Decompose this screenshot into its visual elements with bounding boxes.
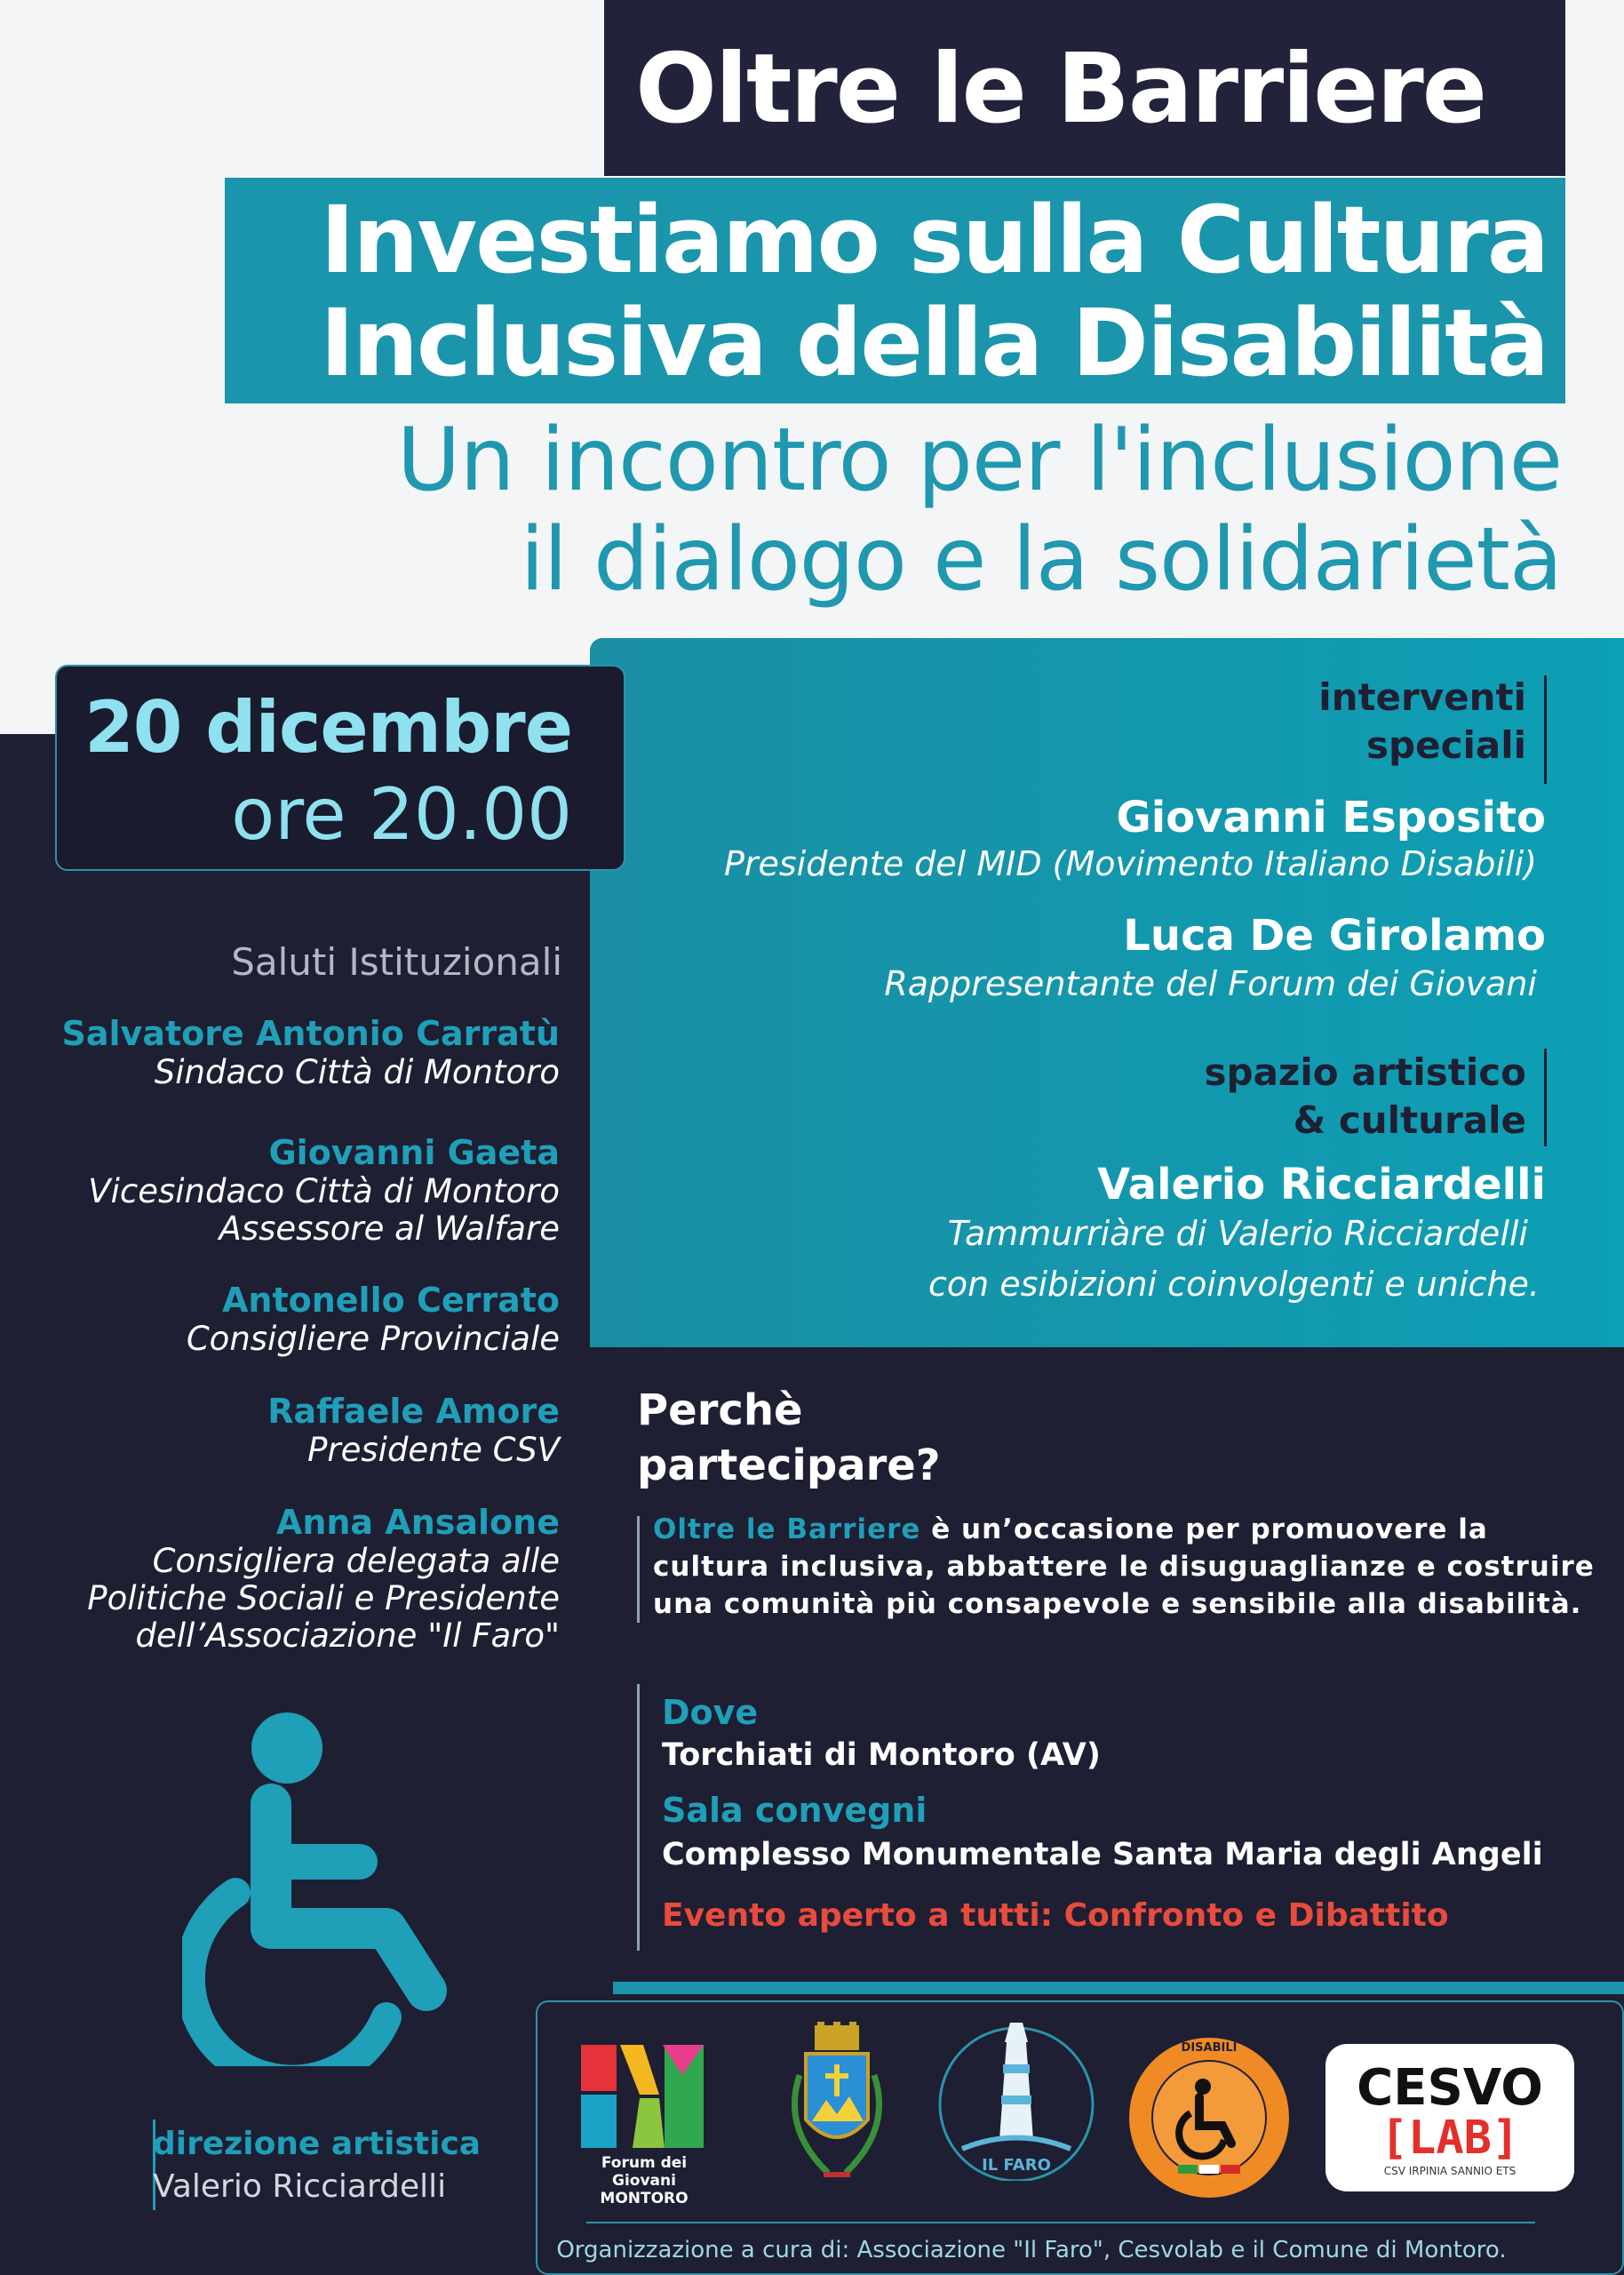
coat-of-arms-icon	[775, 2022, 899, 2199]
mid-logo	[1126, 2035, 1292, 2200]
date-box	[55, 665, 625, 871]
subtitle	[224, 188, 1548, 395]
why-heading: Perchè partecipare?	[637, 1385, 941, 1490]
saluti-person	[62, 1013, 560, 1091]
spazio-heading-line1: spazio artistico	[1204, 1050, 1526, 1094]
person-role: Presidente CSV	[307, 1431, 560, 1469]
divider-teal	[613, 1982, 1624, 1994]
subtitle-line1: Investiamo sulla Cultura	[320, 186, 1548, 294]
interventi-heading-line2: speciali	[1366, 723, 1526, 767]
person-name: Antonello Cerrato	[222, 1281, 560, 1320]
person-role: Consigliera delegata alle	[152, 1542, 560, 1580]
dove-label: Dove	[662, 1693, 759, 1732]
spazio-bar	[1544, 1049, 1547, 1146]
forum-logo-text	[569, 2154, 720, 2207]
dove-value: Torchiati di Montoro (AV)	[662, 1737, 1101, 1773]
tagline-line1: Un incontro per l'inclusione	[396, 410, 1562, 511]
why-bar	[637, 1516, 640, 1623]
person-name: Raffaele Amore	[267, 1392, 560, 1431]
forum-logo-line2: MONTORO	[600, 2190, 689, 2207]
artist-role: con esibizioni coinvolgenti e uniche.	[927, 1265, 1540, 1304]
sala-value: Complesso Monumentale Santa Maria degli Angeli	[662, 1837, 1543, 1872]
title-banner	[604, 0, 1565, 176]
speaker-name: Luca De Girolamo	[1123, 911, 1546, 961]
forum-giovani-logo	[577, 2040, 711, 2155]
tagline-line2: il dialogo e la solidarietà	[520, 509, 1562, 611]
direzione-name: Valerio Ricciardelli	[153, 2168, 447, 2205]
tagline	[52, 411, 1562, 610]
person-role: Consigliere Provinciale	[186, 1320, 560, 1358]
saluti-person	[267, 1391, 560, 1469]
direzione-label	[153, 2126, 481, 2162]
artist-name: Valerio Ricciardelli	[1097, 1160, 1546, 1209]
footer-divider	[586, 2222, 1535, 2223]
page-title: Oltre le Barriere	[635, 34, 1485, 145]
why-text	[653, 1511, 1604, 1623]
cesvolab-logo	[1325, 2044, 1574, 2191]
saluti-person	[88, 1132, 560, 1248]
speaker-role: Rappresentante del Forum dei Giovani	[884, 964, 1537, 1003]
open-event: Evento aperto a tutti: Confronto e Dibattito	[662, 1897, 1449, 1934]
sala-label: Sala convegni	[662, 1791, 927, 1830]
why-highlight: Oltre le Barriere	[653, 1513, 921, 1545]
interventi-heading	[1318, 674, 1526, 770]
event-time: ore 20.00	[231, 773, 572, 856]
cesvo-lab: [LAB]	[1380, 2111, 1520, 2165]
interventi-heading-line1: interventi	[1318, 675, 1526, 719]
person-name: Salvatore Antonio Carratù	[61, 1014, 560, 1053]
person-role: Assessore al Walfare	[219, 1209, 560, 1248]
faro-logo-text: IL FARO	[982, 2156, 1051, 2175]
forum-logo-line1: Forum dei Giovani	[601, 2154, 688, 2190]
organizer-footer: Organizzazione a cura di: Associazione "Il Faro", Cesvolab e il Comune di Montoro.	[556, 2237, 1507, 2263]
cesvo-sub: CSV IRPINIA SANNIO ETS	[1383, 2165, 1517, 2177]
subtitle-banner	[225, 178, 1565, 403]
saluti-person	[87, 1502, 560, 1655]
person-role: Sindaco Città di Montoro	[154, 1053, 560, 1091]
where-bar	[637, 1684, 640, 1951]
cesvo-top: CESVO	[1357, 2059, 1543, 2117]
person-name: Giovanni Gaeta	[268, 1133, 560, 1172]
saluti-person	[187, 1280, 560, 1358]
person-role: dell’Associazione "Il Faro"	[135, 1616, 560, 1655]
person-role: Politiche Sociali e Presidente	[87, 1579, 560, 1617]
spazio-heading-line2: & culturale	[1293, 1098, 1526, 1142]
artist-role: Tammurriàre di Valerio Ricciardelli	[947, 1214, 1528, 1253]
mid-logo-text: MOVIMENTO ITALIANO DISABILI	[1136, 2028, 1282, 2055]
speaker-role: Presidente del MID (Movimento Italiano Disabili)	[723, 844, 1537, 883]
person-name: Anna Ansalone	[275, 1503, 560, 1542]
direzione-label-text: direzione artistica	[153, 2126, 482, 2162]
person-role: Vicesindaco Città di Montoro	[88, 1172, 560, 1210]
why-body: è un’occasione per promuovere la cultura inclusiva, abbattere le disuguaglianze e costruire una comunità più consapevole e sensibile alla disabilità.	[653, 1513, 1595, 1620]
interventi-bar	[1544, 675, 1547, 784]
spazio-heading	[1205, 1049, 1526, 1145]
subtitle-line2: Inclusiva della Disabilità	[320, 289, 1548, 397]
saluti-heading: Saluti Istituzionali	[231, 940, 562, 984]
speaker-name: Giovanni Esposito	[1116, 793, 1546, 842]
wheelchair-icon	[182, 1711, 484, 2066]
event-date: 20 dicembre	[84, 686, 572, 769]
